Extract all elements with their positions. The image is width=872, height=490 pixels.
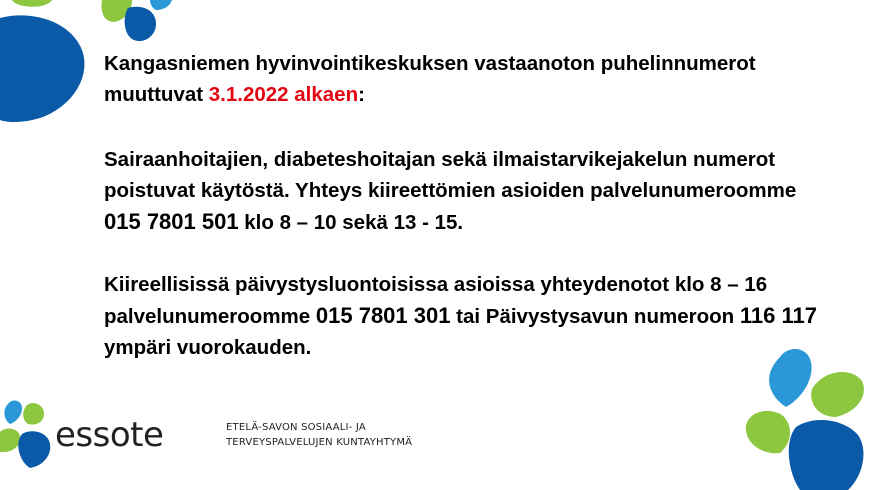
heading-line-2 [104,79,756,110]
paragraph-2-line-1: Kiireellisissä päivystysluontoisissa asioissa yhteydenotot klo 8 – 16 [104,273,768,296]
heading-line-2-suffix: : [358,83,365,106]
paragraph-1-line-1: Sairaanhoitajien, diabeteshoitajan sekä ilmaistarvikejakelun numerot [104,148,776,171]
bottom-right-leaf-decoration [740,345,872,490]
nonurgent-hours: klo 8 – 10 sekä 13 - 15. [238,211,464,234]
heading-line-2-prefix: muuttuvat [104,83,209,106]
organization-name-line-1: ETELÄ-SAVON SOSIAALI- JA [226,422,366,433]
effective-date: 3.1.2022 alkaen [208,83,359,106]
announcement-heading [104,48,756,110]
paragraph-urgent [104,269,817,363]
heading-line-1: Kangasniemen hyvinvointikeskuksen vastaanoton puhelinnumerot [104,52,756,75]
paragraph-2-line-3: ympäri vuorokauden. [104,336,312,359]
paragraph-1-line-3 [104,206,796,238]
paragraph-1-line-2: poistuvat käytöstä. Yhteys kiireettömien asioiden palvelunumeroomme [104,179,797,202]
essote-logo-mark [0,398,58,470]
paragraph-nonurgent [104,144,796,238]
nonurgent-phone-number: 015 7801 501 [104,209,239,234]
organization-name [226,420,412,450]
essote-wordmark: essote [55,415,164,455]
emergency-phone-number: 116 117 [739,303,817,328]
urgent-phone-number: 015 7801 301 [315,303,451,328]
paragraph-2-line-2 [104,300,817,332]
organization-name-line-2: TERVEYSPALVELUJEN KUNTAYHTYMÄ [226,437,413,448]
paragraph-2-line-2-middle: tai Päivystysavun numeroon [450,305,740,328]
paragraph-2-line-2-prefix: palvelunumeroomme [104,305,316,328]
